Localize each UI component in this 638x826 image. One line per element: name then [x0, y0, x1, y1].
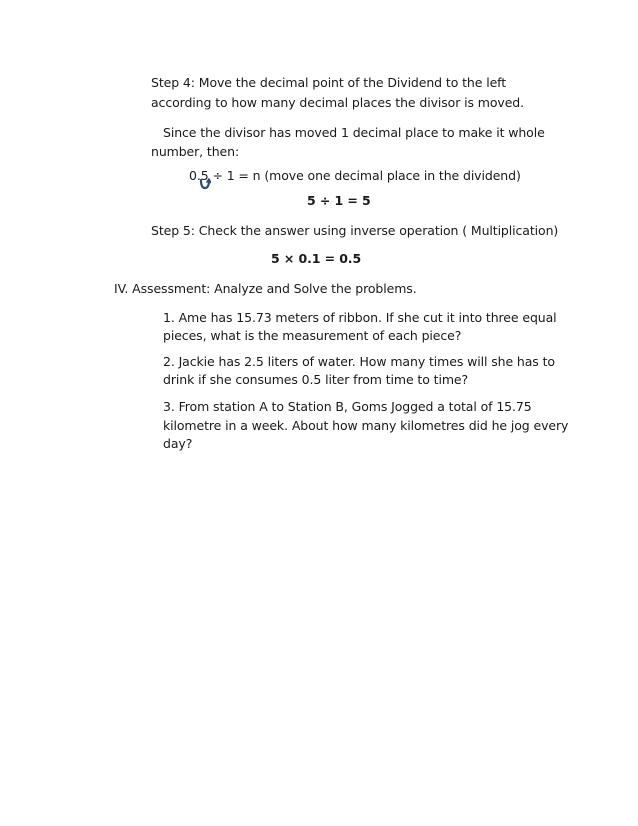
curved-arrow-icon — [199, 177, 211, 191]
equation-3: 5 × 0.1 = 0.5 — [271, 251, 362, 266]
problem-3-line2: kilometre in a week. About how many kilometres did he jog every — [163, 418, 569, 433]
problem-2-line2: drink if she consumes 0.5 liter from time to time? — [163, 372, 469, 387]
problem-1-line2: pieces, what is the measurement of each piece? — [163, 328, 462, 343]
since-line2: number, then: — [151, 144, 240, 159]
step4-line1: Step 4: Move the decimal point of the Dividend to the left — [151, 75, 507, 90]
problem-1-line1: 1. Ame has 15.73 meters of ribbon. If she cut it into three equal — [163, 310, 557, 325]
problem-3-line3: day? — [163, 436, 193, 451]
assessment-heading: IV. Assessment: Analyze and Solve the problems. — [114, 281, 417, 296]
problem-3-line1: 3. From station A to Station B, Goms Jogged a total of 15.75 — [163, 399, 532, 414]
problem-2-line1: 2. Jackie has 2.5 liters of water. How many times will she has to — [163, 354, 555, 369]
step5-line: Step 5: Check the answer using inverse operation ( Multiplication) — [151, 223, 559, 238]
since-line1: Since the divisor has moved 1 decimal place to make it whole — [163, 125, 545, 140]
equation-1: 0.5 ÷ 1 = n (move one decimal place in the dividend) — [189, 168, 521, 183]
equation-2: 5 ÷ 1 = 5 — [307, 193, 371, 208]
step4-line2: according to how many decimal places the divisor is moved. — [151, 95, 525, 110]
